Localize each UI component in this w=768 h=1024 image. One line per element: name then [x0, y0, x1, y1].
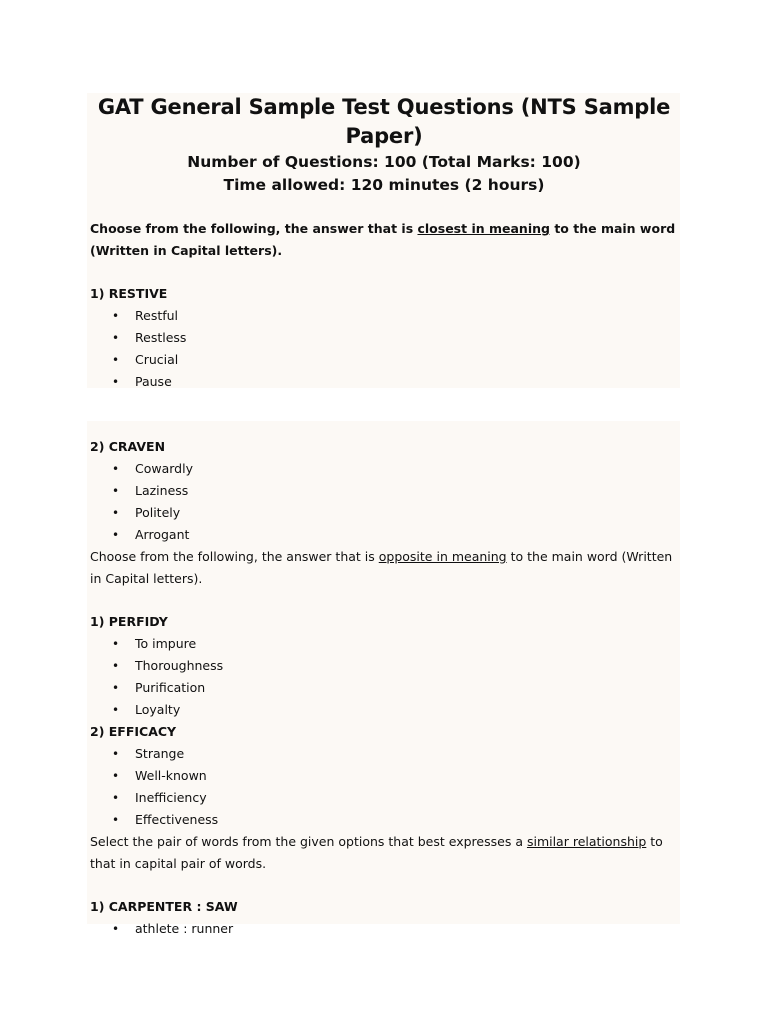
- option-item: [90, 765, 678, 787]
- bullet-icon: •: [112, 484, 120, 498]
- option-text: Arrogant: [135, 527, 190, 542]
- option-text: Purification: [135, 680, 206, 695]
- bullet-icon: •: [112, 637, 120, 651]
- instruction-text: Choose from the following, the answer that is: [90, 221, 418, 236]
- option-text: Restless: [135, 330, 187, 345]
- option-item: [90, 502, 678, 524]
- option-list: [90, 743, 678, 831]
- instruction-emphasis: similar relationship: [526, 834, 647, 849]
- bullet-icon: •: [112, 462, 120, 476]
- bullet-icon: •: [112, 703, 120, 717]
- analogies-instruction: [90, 831, 678, 875]
- instruction-text: to the main word (Written in Capital letters).: [90, 221, 676, 258]
- bullet-icon: •: [112, 791, 120, 805]
- bullet-icon: •: [112, 813, 120, 827]
- option-list: [90, 918, 678, 940]
- antonyms-instruction: [90, 546, 678, 590]
- instruction-emphasis: closest in meaning: [417, 221, 550, 236]
- option-text: Thoroughness: [135, 658, 224, 673]
- option-item: [90, 349, 678, 371]
- instruction-text: Choose from the following, the answer that is: [90, 549, 379, 564]
- bullet-icon: •: [112, 506, 120, 520]
- option-item: [90, 633, 678, 655]
- document-subtitle-questions: Number of Questions: 100 (Total Marks: 100): [187, 153, 581, 171]
- option-text: Laziness: [135, 483, 189, 498]
- question-heading: 2) CRAVEN: [90, 439, 166, 454]
- option-text: Pause: [135, 374, 172, 389]
- document-title: GAT General Sample Test Questions (NTS Sample Paper): [97, 95, 671, 148]
- option-item: [90, 787, 678, 809]
- option-item: [90, 699, 678, 721]
- option-list: [90, 458, 678, 546]
- option-text: Effectiveness: [135, 812, 219, 827]
- bullet-icon: •: [112, 528, 120, 542]
- option-item: [90, 305, 678, 327]
- bullet-icon: •: [112, 659, 120, 673]
- option-text: Politely: [135, 505, 181, 520]
- bullet-icon: •: [112, 375, 120, 389]
- option-item: [90, 655, 678, 677]
- document-subtitle-time: Time allowed: 120 minutes (2 hours): [223, 176, 545, 194]
- instruction-text: Select the pair of words from the given options that best expresses a: [90, 834, 527, 849]
- bullet-icon: •: [112, 681, 120, 695]
- option-text: Crucial: [135, 352, 179, 367]
- question-heading: 1) RESTIVE: [90, 286, 168, 301]
- synonyms-instruction: [90, 218, 678, 262]
- option-item: [90, 524, 678, 546]
- question-heading: 1) CARPENTER : SAW: [90, 899, 238, 914]
- instruction-emphasis: opposite in meaning: [378, 549, 507, 564]
- instruction-text: to the main word (Written in Capital letters).: [90, 549, 673, 586]
- question-heading: 2) EFFICACY: [90, 724, 177, 739]
- option-text: Inefficiency: [135, 790, 207, 805]
- option-item: [90, 327, 678, 349]
- option-item: [90, 809, 678, 831]
- option-list: [90, 633, 678, 721]
- option-text: Well-known: [135, 768, 207, 783]
- option-text: Cowardly: [135, 461, 193, 476]
- bullet-icon: •: [112, 331, 120, 345]
- option-text: Strange: [135, 746, 185, 761]
- bullet-icon: •: [112, 309, 120, 323]
- bullet-icon: •: [112, 769, 120, 783]
- option-text: Loyalty: [135, 702, 181, 717]
- option-text: athlete : runner: [135, 921, 234, 936]
- option-item: [90, 918, 678, 940]
- bullet-icon: •: [112, 747, 120, 761]
- option-item: [90, 371, 678, 393]
- bullet-icon: •: [112, 922, 120, 936]
- question-heading: 1) PERFIDY: [90, 614, 168, 629]
- bullet-icon: •: [112, 353, 120, 367]
- option-item: [90, 458, 678, 480]
- option-item: [90, 677, 678, 699]
- option-list: [90, 305, 678, 393]
- option-text: Restful: [135, 308, 179, 323]
- document-body: [90, 93, 678, 940]
- option-text: To impure: [135, 636, 197, 651]
- option-item: [90, 480, 678, 502]
- option-item: [90, 743, 678, 765]
- instruction-text: to that in capital pair of words.: [90, 834, 663, 871]
